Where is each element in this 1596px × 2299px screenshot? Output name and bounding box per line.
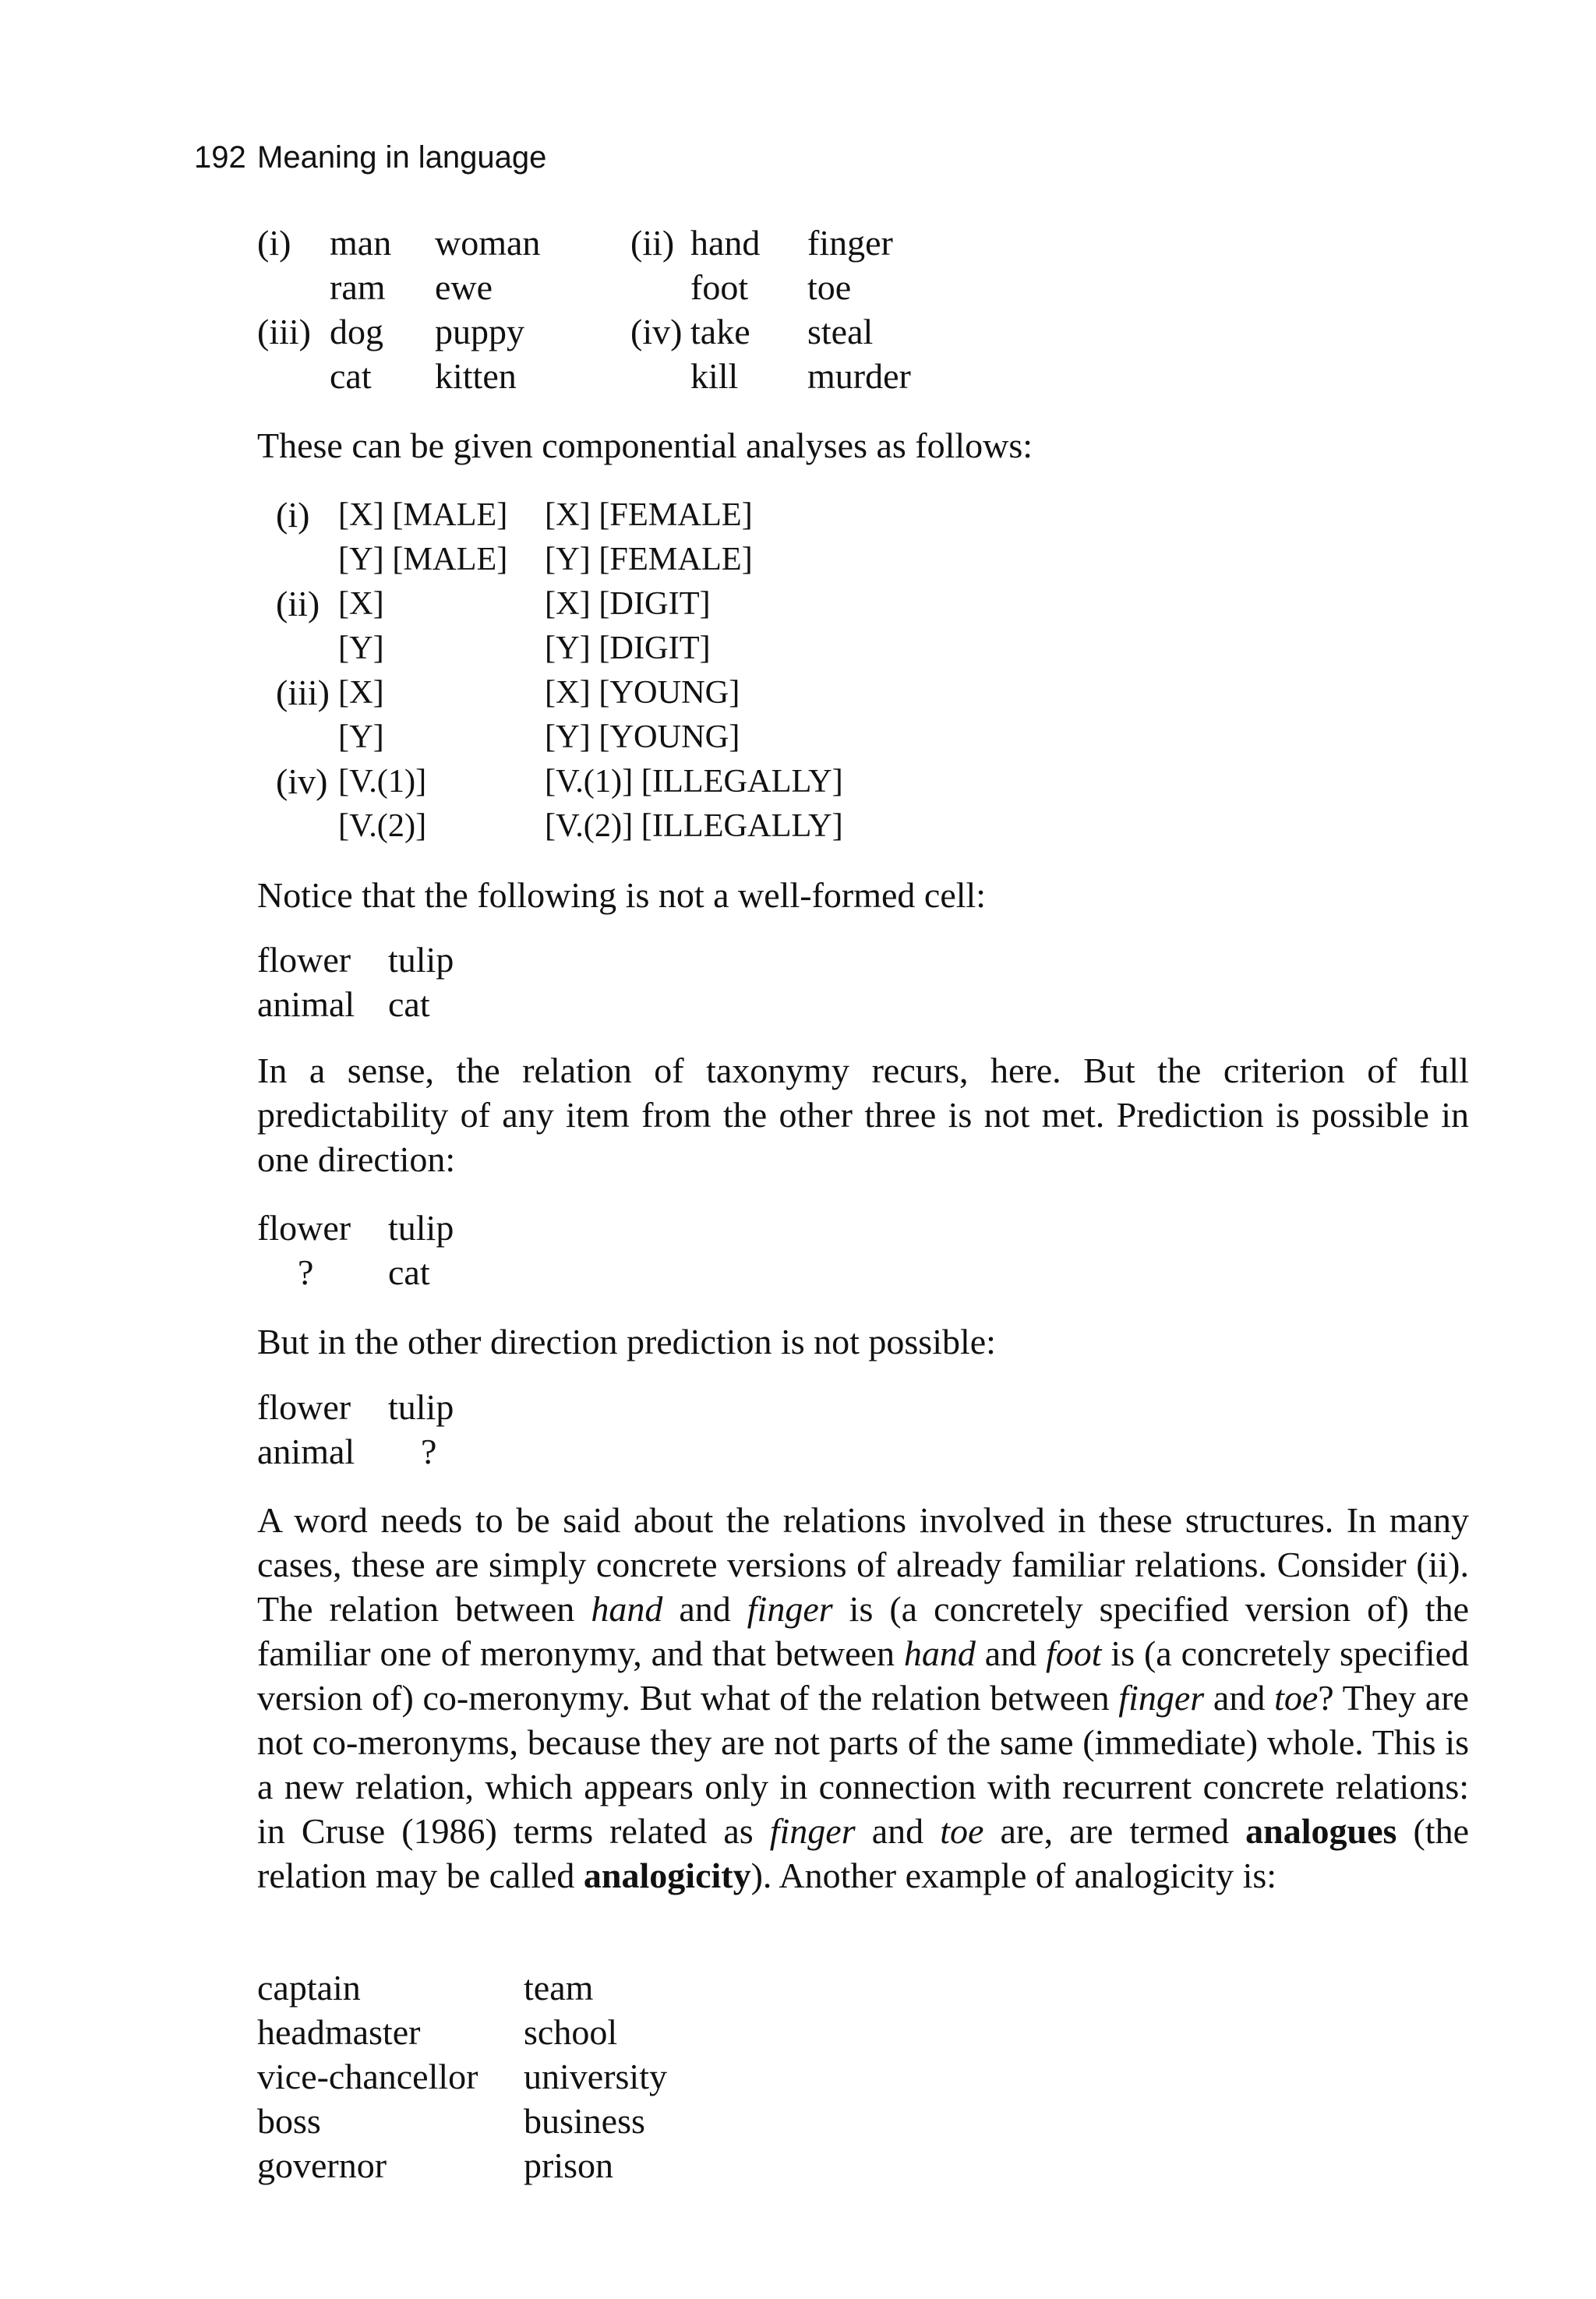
word: boss [257, 2101, 321, 2141]
word: flower [257, 940, 351, 980]
cell-example-1 [257, 938, 725, 1026]
word: cat [330, 356, 372, 396]
analysis: [V.(1)] [ILLEGALLY] [545, 763, 843, 800]
analysis-row [276, 537, 977, 581]
word: dog [330, 312, 383, 351]
word: ewe [435, 267, 493, 307]
word: toe [807, 267, 852, 307]
word: animal [257, 984, 355, 1024]
analogue-row [257, 2010, 881, 2054]
word: tulip [388, 1208, 454, 1248]
analysis: [Y] [FEMALE] [545, 541, 753, 577]
analysis: [Y] [DIGIT] [545, 630, 711, 666]
word: university [524, 2057, 667, 2096]
word: school [524, 2012, 618, 2052]
word: ? [421, 1432, 437, 1471]
paragraph-text: A word needs to be said about the relations involved in these structures. In many cases, these are simply concrete versions of already familiar relations. Consider (ii). The relation between hand and finger is (a concretely specified version of) the familiar one of meronymy, and that between hand and foot is (a concretely specified version of) co-meronymy. But what of the relation between finger and toe? They are not co-meronyms, because they are not parts of the same (immediate) whole. This is a new relation, which appears only in connection with recurrent concrete relations: in Cruse (1986) terms related as finger and toe are, are termed analogues (the relation may be called analogicity). Another example of analogicity is: [257, 1500, 1470, 1895]
word: flower [257, 1208, 351, 1248]
analysis: [V.(2)] [338, 807, 427, 844]
word: puppy [435, 312, 524, 351]
analysis: [X] [DIGIT] [545, 585, 711, 622]
word: ram [330, 267, 386, 307]
paragraph-sense [257, 1048, 1469, 1181]
label: (ii) [276, 584, 320, 623]
analysis-row [276, 493, 977, 537]
word: tulip [388, 1387, 454, 1427]
analogue-row [257, 2054, 881, 2099]
analysis: [X] [FEMALE] [545, 496, 753, 533]
label: (i) [257, 223, 291, 263]
label: (iii) [276, 673, 330, 712]
analysis: [X] [338, 585, 384, 622]
page-header [0, 134, 1596, 181]
word: vice-chancellor [257, 2057, 478, 2096]
componential-analyses [276, 493, 977, 848]
analogue-row [257, 2143, 881, 2188]
paragraph-intro [257, 423, 1469, 468]
analogues-list [257, 1965, 881, 2188]
word: business [524, 2101, 645, 2141]
word: animal [257, 1432, 355, 1471]
label: (iii) [257, 312, 311, 351]
analysis: [Y] [MALE] [338, 541, 508, 577]
cell-example-2 [257, 1206, 725, 1294]
label: (ii) [630, 223, 675, 263]
word: captain [257, 1968, 361, 2008]
analysis: [V.(1)] [338, 763, 427, 800]
label: (iv) [276, 761, 328, 801]
word: foot [690, 267, 749, 307]
example-row [257, 265, 1036, 309]
word: woman [435, 223, 541, 263]
analysis: [X] [MALE] [338, 496, 508, 533]
analysis-row [276, 626, 977, 670]
paragraph-text: In a sense, the relation of taxonymy recurs, here. But the criterion of full predictability of any item from the other three is not met. Prediction is possible in one direction: [257, 1051, 1469, 1179]
word: governor [257, 2145, 387, 2185]
word: headmaster [257, 2012, 421, 2052]
analysis: [X] [YOUNG] [545, 674, 740, 711]
word: kill [690, 356, 739, 396]
word: tulip [388, 940, 454, 980]
word: hand [690, 223, 761, 263]
paragraph-text: But in the other direction prediction is not possible: [257, 1322, 996, 1361]
example-cells [257, 221, 1036, 398]
analysis: [Y] [338, 719, 384, 755]
paragraph-relations [257, 1498, 1469, 1898]
analysis: [Y] [338, 630, 384, 666]
label: (iv) [630, 312, 683, 351]
word: prison [524, 2145, 613, 2185]
running-head: Meaning in language [257, 140, 547, 175]
cell-row [257, 982, 725, 1026]
cell-row [257, 1206, 725, 1250]
cell-example-3 [257, 1385, 725, 1474]
analysis-row [276, 759, 977, 803]
paragraph-text: Notice that the following is not a well-formed cell: [257, 875, 987, 915]
word: flower [257, 1387, 351, 1427]
analogue-row [257, 2099, 881, 2143]
word: steal [807, 312, 874, 351]
analysis-row [276, 581, 977, 626]
analysis-row [276, 803, 977, 848]
word: man [330, 223, 392, 263]
word: murder [807, 356, 911, 396]
analogue-row [257, 1965, 881, 2010]
paragraph-other [257, 1319, 1469, 1364]
cell-row [257, 1429, 725, 1474]
cell-row [257, 938, 725, 982]
label: (i) [276, 495, 310, 535]
analysis-row [276, 670, 977, 715]
example-row [257, 309, 1036, 354]
example-row [257, 354, 1036, 398]
word: kitten [435, 356, 517, 396]
page-number: 192 [194, 140, 246, 175]
word: team [524, 1968, 594, 2008]
word: cat [388, 1252, 430, 1292]
word: finger [807, 223, 893, 263]
cell-row [257, 1385, 725, 1429]
example-row [257, 221, 1036, 265]
paragraph-text: These can be given componential analyses as follows: [257, 426, 1033, 465]
analysis: [V.(2)] [ILLEGALLY] [545, 807, 843, 844]
word: ? [298, 1252, 314, 1292]
cell-row [257, 1250, 725, 1294]
word: cat [388, 984, 430, 1024]
analysis: [X] [338, 674, 384, 711]
word: take [690, 312, 750, 351]
analysis-row [276, 715, 977, 759]
analysis: [Y] [YOUNG] [545, 719, 740, 755]
paragraph-notice [257, 873, 1469, 917]
